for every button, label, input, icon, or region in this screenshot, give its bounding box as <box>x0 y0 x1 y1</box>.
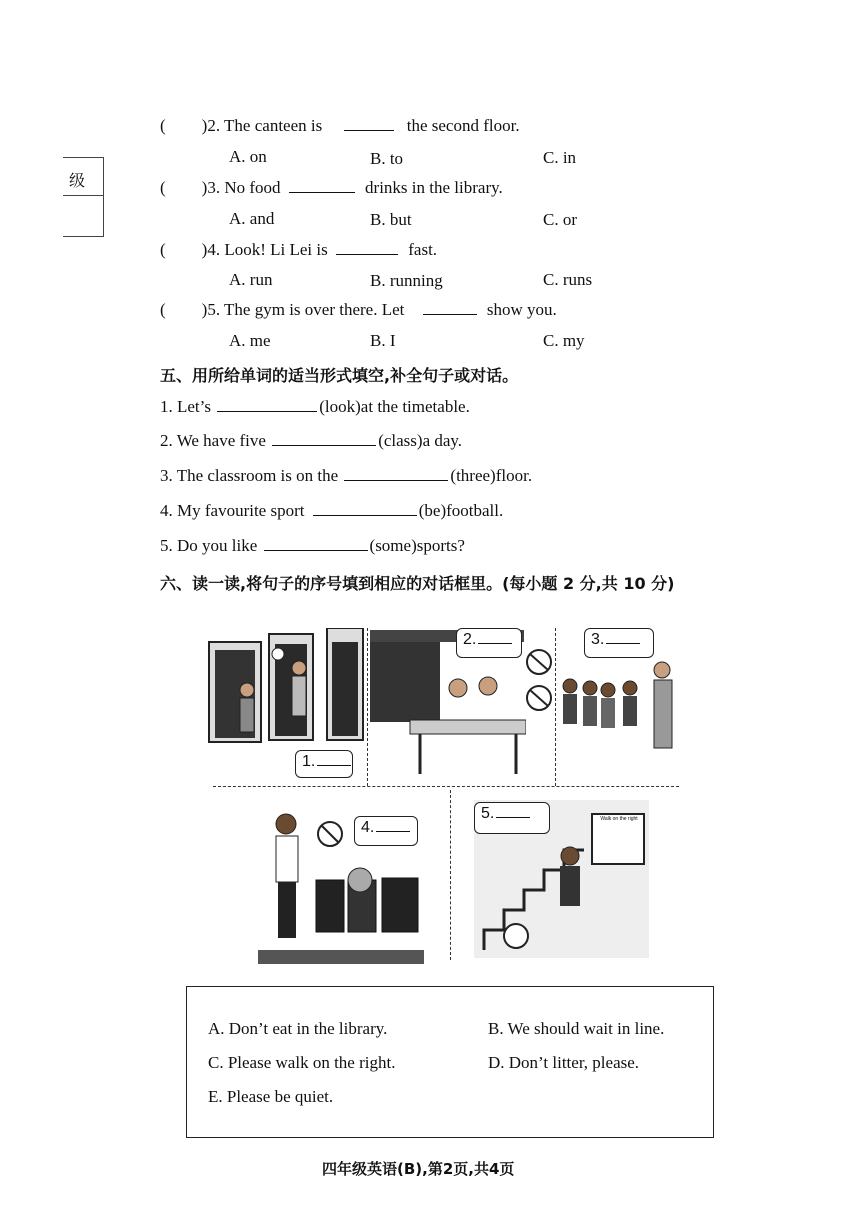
fill-item-4 <box>160 501 503 521</box>
speech-bubble-1[interactable]: 1. <box>295 750 353 778</box>
item-text: 3. The classroom is on the <box>160 466 339 485</box>
option-b[interactable]: B. to <box>370 149 404 168</box>
answer-blank[interactable] <box>313 501 417 516</box>
question-text: The gym is over there. Let <box>224 300 405 319</box>
question-text-end: show you. <box>486 300 557 319</box>
picture-stairs <box>474 800 649 958</box>
item-hint: (some)sports? <box>369 536 465 555</box>
question-text-end: fast. <box>408 240 438 259</box>
option-b-sentence: B. We should wait in line. <box>488 1019 665 1038</box>
question-text: No food <box>224 178 281 197</box>
option-d-sentence: D. Don’t litter, please. <box>488 1053 640 1072</box>
item-hint: (three)floor. <box>450 466 533 485</box>
fill-item-1 <box>160 397 470 417</box>
panel-divider <box>555 628 556 786</box>
option-c[interactable]: C. my <box>543 331 585 350</box>
fill-item-3 <box>160 466 532 486</box>
item-text: 5. Do you like <box>160 536 258 555</box>
option-c[interactable]: C. or <box>543 210 577 229</box>
question-text-end: drinks in the library. <box>365 178 503 197</box>
speech-bubble-2[interactable]: 2. <box>456 628 522 658</box>
class-label-box <box>63 157 104 237</box>
picture-rubbish-bins <box>258 800 424 964</box>
answer-paren[interactable]: ( <box>160 300 166 319</box>
question-number: )4. <box>201 240 221 259</box>
answer-blank[interactable] <box>272 431 376 446</box>
answer-blank[interactable] <box>217 397 317 412</box>
picture-library-shelves <box>207 628 364 784</box>
item-hint: (class)a day. <box>378 431 463 450</box>
item-text: 2. We have five <box>160 431 266 450</box>
class-label: 级 <box>69 171 86 190</box>
answer-paren[interactable]: ( <box>160 240 166 259</box>
option-c[interactable]: C. in <box>543 148 577 167</box>
question-number: )5. <box>201 300 221 319</box>
answer-blank[interactable] <box>336 240 398 255</box>
fill-item-5 <box>160 536 465 556</box>
answer-options-box <box>186 986 714 1138</box>
option-b[interactable]: B. I <box>370 331 396 350</box>
item-hint: (be)football. <box>418 501 504 520</box>
option-a[interactable]: A. run <box>229 270 273 289</box>
answer-blank[interactable] <box>289 178 355 193</box>
section-5-heading: 五、用所给单词的适当形式填空,补全句子或对话。 <box>160 366 519 385</box>
answer-blank[interactable] <box>264 536 368 551</box>
question-text: Look! Li Lei is <box>224 240 328 259</box>
speech-bubble-3[interactable]: 3. <box>584 628 654 658</box>
dashed-divider <box>213 786 679 787</box>
question-number: )2. <box>201 116 221 135</box>
item-text: 4. My favourite sport <box>160 501 305 520</box>
question-number: )3. <box>201 178 221 197</box>
answer-blank[interactable] <box>344 116 394 131</box>
answer-blank[interactable] <box>423 300 477 315</box>
option-b[interactable]: B. running <box>370 271 443 290</box>
no-food-sign-icons <box>524 648 554 718</box>
walk-sign-text: Walk on the right <box>600 816 638 822</box>
picture-reading-room <box>370 628 526 778</box>
item-hint: (look)at the timetable. <box>319 397 470 416</box>
option-a[interactable]: A. me <box>229 331 271 350</box>
answer-paren[interactable]: ( <box>160 178 166 197</box>
item-text: 1. Let’s <box>160 397 211 416</box>
answer-paren[interactable]: ( <box>160 116 166 135</box>
question-text-end: the second floor. <box>406 116 520 135</box>
option-a[interactable]: A. on <box>229 147 267 166</box>
page-footer: 四年级英语(B),第2页,共4页 <box>322 1160 515 1178</box>
question-text: The canteen is <box>224 116 323 135</box>
panel-divider <box>450 790 451 960</box>
picture-waiting-in-line <box>558 628 682 786</box>
option-b[interactable]: B. but <box>370 210 412 229</box>
option-c[interactable]: C. runs <box>543 270 593 289</box>
speech-bubble-4[interactable]: 4. <box>354 816 418 846</box>
answer-blank[interactable] <box>344 466 448 481</box>
option-c-sentence: C. Please walk on the right. <box>208 1053 396 1072</box>
speech-bubble-5[interactable]: 5. <box>474 802 550 834</box>
section-6-heading: 六、读一读,将句子的序号填到相应的对话框里。(每小题 2 分,共 10 分) <box>160 574 675 593</box>
option-a[interactable]: A. and <box>229 209 275 228</box>
panel-divider <box>367 628 368 786</box>
fill-item-2 <box>160 431 462 451</box>
option-e-sentence: E. Please be quiet. <box>208 1087 334 1106</box>
option-a-sentence: A. Don’t eat in the library. <box>208 1019 388 1038</box>
